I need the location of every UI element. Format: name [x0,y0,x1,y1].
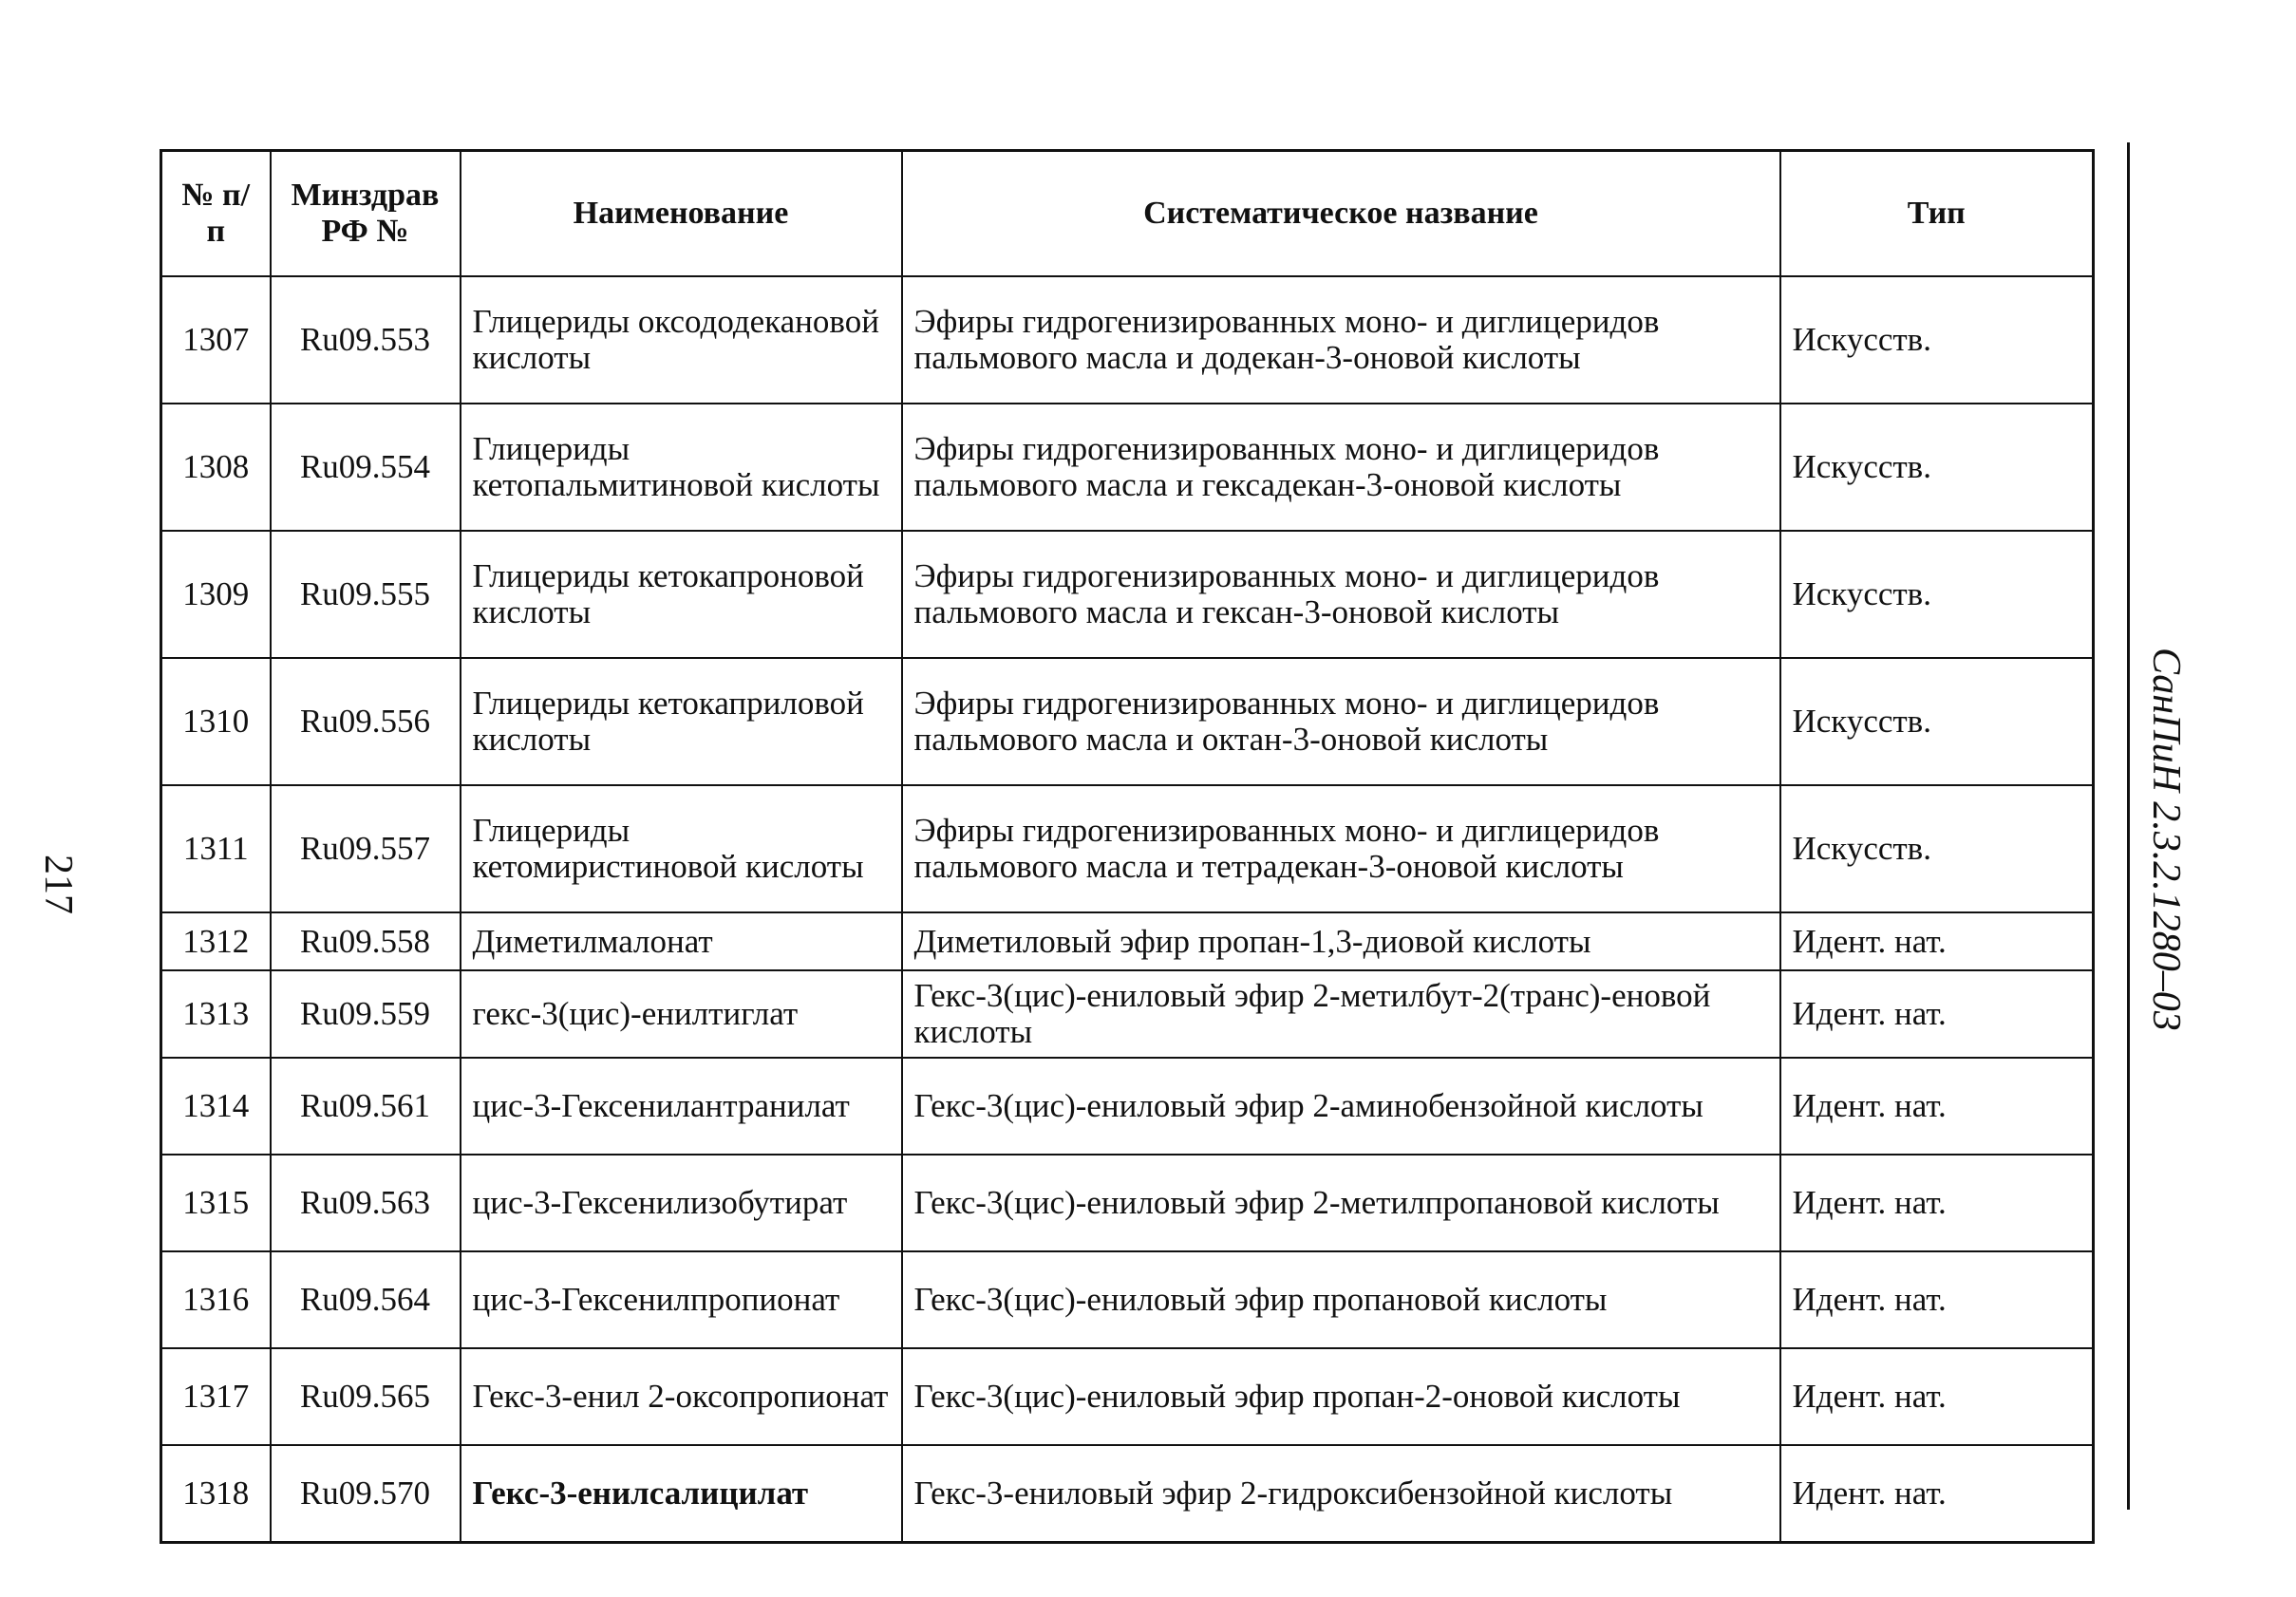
substances-table [160,149,2095,1544]
page-number: 217 [36,855,80,914]
cell-systematic: Эфиры гидрогенизированных моно- и диглицеридов пальмового масла и тетрадекан-3-оновой кислоты [902,785,1780,912]
cell-num: 1316 [161,1251,271,1348]
table-row [161,1155,2094,1251]
table-row [161,276,2094,404]
header-code: Минздрав РФ № [271,151,461,277]
cell-type: Идент. нат. [1780,970,2094,1058]
cell-code: Ru09.563 [271,1155,461,1251]
cell-type: Искусств. [1780,276,2094,404]
cell-name: Диметилмалонат [461,912,902,970]
cell-systematic: Эфиры гидрогенизированных моно- и диглицеридов пальмового масла и гексадекан-3-оновой кислоты [902,404,1780,531]
table-header-row [161,151,2094,277]
cell-type: Идент. нат. [1780,1251,2094,1348]
cell-num: 1318 [161,1445,271,1543]
table-row [161,1348,2094,1445]
cell-name: Глицериды кетокаприловой кислоты [461,658,902,785]
table-row [161,970,2094,1058]
cell-num: 1309 [161,531,271,658]
table-row [161,531,2094,658]
cell-code: Ru09.553 [271,276,461,404]
cell-systematic: Гекс-3(цис)-ениловый эфир пропановой кислоты [902,1251,1780,1348]
table-row [161,912,2094,970]
cell-name: Глицериды кетокапроновой кислоты [461,531,902,658]
cell-code: Ru09.558 [271,912,461,970]
cell-name: гекс-3(цис)-енилтиглат [461,970,902,1058]
cell-name: цис-3-Гексенилантранилат [461,1058,902,1155]
cell-systematic: Эфиры гидрогенизированных моно- и диглицеридов пальмового масла и додекан-3-оновой кислоты [902,276,1780,404]
cell-type: Искусств. [1780,404,2094,531]
cell-code: Ru09.570 [271,1445,461,1543]
cell-num: 1317 [161,1348,271,1445]
cell-num: 1314 [161,1058,271,1155]
table-row [161,1445,2094,1543]
cell-systematic: Гекс-3-ениловый эфир 2-гидроксибензойной кислоты [902,1445,1780,1543]
cell-code: Ru09.556 [271,658,461,785]
cell-num: 1310 [161,658,271,785]
cell-num: 1307 [161,276,271,404]
table-row [161,658,2094,785]
running-title: СанПиН 2.3.2.1280–03 [2144,648,2188,1031]
cell-type: Искусств. [1780,531,2094,658]
cell-num: 1315 [161,1155,271,1251]
cell-type: Идент. нат. [1780,1445,2094,1543]
cell-type: Идент. нат. [1780,1155,2094,1251]
cell-systematic: Эфиры гидрогенизированных моно- и диглицеридов пальмового масла и гексан-3-оновой кислоты [902,531,1780,658]
cell-type: Идент. нат. [1780,1348,2094,1445]
cell-code: Ru09.554 [271,404,461,531]
header-type: Тип [1780,151,2094,277]
cell-systematic: Диметиловый эфир пропан-1,3-диовой кислоты [902,912,1780,970]
cell-num: 1308 [161,404,271,531]
cell-name: Гекс-3-енилсалицилат [461,1445,902,1543]
cell-name: Глицериды кетомиристиновой кислоты [461,785,902,912]
table-row [161,785,2094,912]
header-num: № п/п [161,151,271,277]
cell-name: цис-3-Гексенилпропионат [461,1251,902,1348]
cell-code: Ru09.565 [271,1348,461,1445]
cell-systematic: Эфиры гидрогенизированных моно- и диглицеридов пальмового масла и октан-3-оновой кислоты [902,658,1780,785]
cell-systematic: Гекс-3(цис)-ениловый эфир 2-метилпропановой кислоты [902,1155,1780,1251]
header-name: Наименование [461,151,902,277]
margin-rule [2127,142,2130,1510]
cell-name: Гекс-3-енил 2-оксопропионат [461,1348,902,1445]
table-row [161,404,2094,531]
cell-systematic: Гекс-3(цис)-ениловый эфир 2-метилбут-2(транс)-еновой кислоты [902,970,1780,1058]
cell-type: Искусств. [1780,785,2094,912]
cell-type: Идент. нат. [1780,1058,2094,1155]
table-row [161,1251,2094,1348]
cell-num: 1311 [161,785,271,912]
cell-code: Ru09.557 [271,785,461,912]
cell-code: Ru09.561 [271,1058,461,1155]
cell-type: Искусств. [1780,658,2094,785]
cell-systematic: Гекс-3(цис)-ениловый эфир пропан-2-оновой кислоты [902,1348,1780,1445]
cell-systematic: Гекс-3(цис)-ениловый эфир 2-аминобензойной кислоты [902,1058,1780,1155]
cell-num: 1312 [161,912,271,970]
cell-name: Глицериды кетопальмитиновой кислоты [461,404,902,531]
cell-num: 1313 [161,970,271,1058]
cell-code: Ru09.559 [271,970,461,1058]
cell-type: Идент. нат. [1780,912,2094,970]
table-row [161,1058,2094,1155]
cell-name: цис-3-Гексенилизобутират [461,1155,902,1251]
cell-code: Ru09.555 [271,531,461,658]
cell-name: Глицериды оксододекановой кислоты [461,276,902,404]
header-systematic: Систематическое название [902,151,1780,277]
cell-code: Ru09.564 [271,1251,461,1348]
